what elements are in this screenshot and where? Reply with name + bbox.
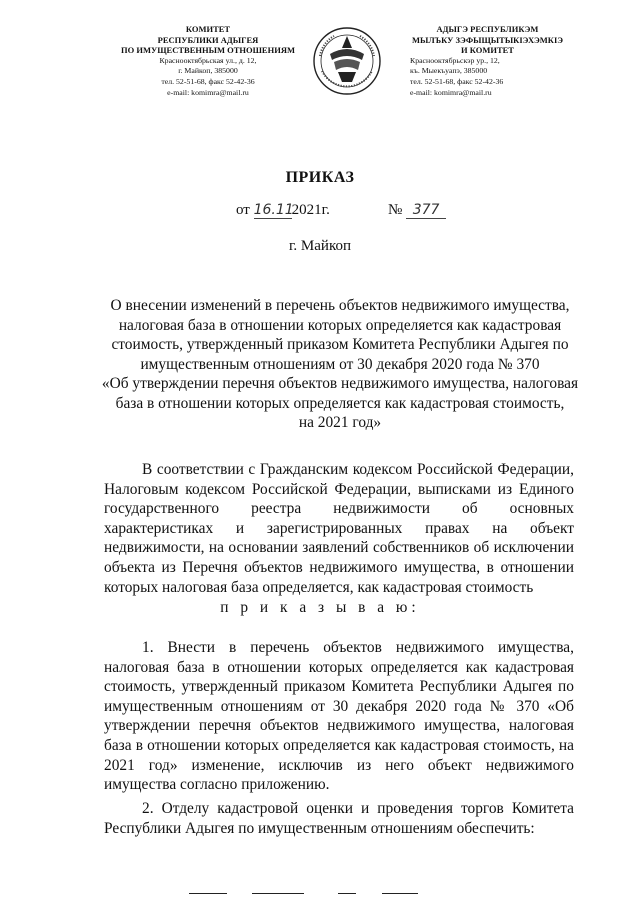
phone-ru: тел. 52-51-68, факс 52-42-36 xyxy=(161,76,255,86)
org-name-ady-2: МЫЛЪКУ ЗЭФЫЩЫТЫКIЭХЭМКIЭ xyxy=(411,34,564,45)
coat-of-arms-emblem xyxy=(312,26,382,96)
address-ru-2: г. Майкоп, 385000 xyxy=(178,66,238,76)
handwritten-date: 16.11 xyxy=(253,202,294,218)
org-name-ru-3: ПО ИМУЩЕСТВЕННЫМ ОТНОШЕНИЯМ xyxy=(121,45,295,56)
address-ady-2: къ. Мыекъуапэ, 385000 xyxy=(410,66,488,76)
item-1-paragraph: 1. Внести в перечень объектов недвижимого имущества, налоговая база в отношении которых определяется как кадастровая стоимость, утвержденный приказом Комитета Республики Адыгея по имущественным отношениям от 30 декабря 2020 года № 370 «Об утверждении перечня объектов недвижимого имущества, налоговая база в отношении которых определяется как кадастровая стоимость, на 2021 год» изменение, исключив из него объект недвижимого имущества согласно приложению. xyxy=(104,639,574,794)
subject-line: «Об утверждении перечня объектов недвижимого имущества, налоговая xyxy=(101,375,579,392)
subject-line: О внесении изменений в перечень объектов недвижимого имущества, xyxy=(110,297,570,314)
scan-artifact-line xyxy=(382,893,418,894)
address-ru-1: Краснооктябрьская ул., д. 12, xyxy=(159,55,257,65)
header-right-block xyxy=(410,24,565,98)
subject-line: база в отношении которых определяется как кадастровая стоимость, xyxy=(115,394,565,412)
org-name-ady-1: АДЫГЭ РЕСПУБЛИКЭМ xyxy=(436,24,539,34)
scan-artifact-line xyxy=(189,893,227,894)
subject-line: налоговая база в отношении которых определяется как кадастровая xyxy=(118,316,562,334)
date-suffix: 2021г. xyxy=(291,202,330,218)
city: г. Майкоп xyxy=(288,238,352,254)
order-date xyxy=(236,202,330,219)
org-name-ru-2: РЕСПУБЛИКИ АДЫГЕЯ xyxy=(157,34,259,45)
email-ru: e-mail: komimra@mail.ru xyxy=(167,87,249,97)
handwritten-number: 377 xyxy=(406,202,446,219)
subject-line: имущественным отношениям от 30 декабря 2020 года № 370 xyxy=(140,355,540,373)
order-word: п р и к а з ы в а ю: xyxy=(220,599,420,616)
org-name-ady-3: И КОМИТЕТ xyxy=(461,45,514,56)
item-2-paragraph: 2. Отделу кадастровой оценки и проведения торгов Комитета Республики Адыгея по имущественным отношениям обеспечить: xyxy=(104,800,574,837)
order-subject xyxy=(100,296,580,433)
scan-artifact-line xyxy=(252,893,304,894)
scan-artifact-line xyxy=(338,893,356,894)
preamble-paragraph: В соответствии с Гражданским кодексом Российской Федерации, Налоговым кодексом Российской Федерации, выписками из Единого государственного реестра недвижимости об основных характеристиках и зарегистрированных правах на объект недвижимости, на основании заявлений собственников об исключении объекта из Перечня объектов недвижимого имущества, в отношении которых налоговая база определяется, как кадастровая стоимость xyxy=(104,461,574,596)
document-title: ПРИКАЗ xyxy=(285,169,355,186)
subject-line: на 2021 год» xyxy=(298,414,382,431)
email-ady: e-mail: komimra@mail.ru xyxy=(410,87,492,97)
date-prefix: от xyxy=(236,202,250,218)
phone-ady: тел. 52-51-68, факс 52-42-36 xyxy=(410,76,504,86)
org-name-ru-1: КОМИТЕТ xyxy=(185,24,231,34)
header-left-block xyxy=(108,24,308,98)
order-number xyxy=(388,202,446,219)
address-ady-1: Краснооктябрьскэр ур., 12, xyxy=(410,55,500,65)
number-prefix: № xyxy=(388,202,403,218)
subject-line: стоимость, утвержденный приказом Комитета Республики Адыгея по xyxy=(111,336,569,353)
